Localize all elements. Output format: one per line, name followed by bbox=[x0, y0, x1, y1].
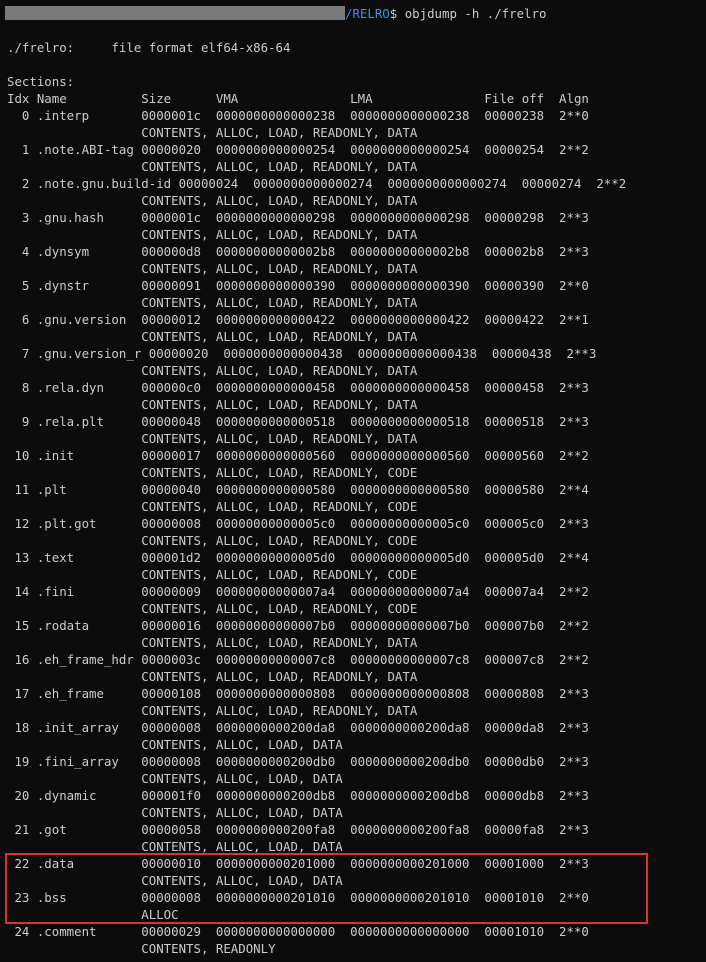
section-flags-row: CONTENTS, ALLOC, LOAD, READONLY, DATA bbox=[7, 397, 418, 412]
section-row: 11 .plt 00000040 0000000000000580 0000000000000580 00000580 2**4 bbox=[7, 482, 589, 497]
section-flags-row: CONTENTS, ALLOC, LOAD, READONLY, DATA bbox=[7, 193, 418, 208]
section-flags-row: CONTENTS, ALLOC, LOAD, READONLY, DATA bbox=[7, 431, 418, 446]
section-flags-row: ALLOC bbox=[7, 907, 179, 922]
section-row: 4 .dynsym 000000d8 00000000000002b8 00000000000002b8 000002b8 2**3 bbox=[7, 244, 589, 259]
section-flags-row: CONTENTS, ALLOC, LOAD, READONLY, DATA bbox=[7, 125, 418, 140]
section-flags-row: CONTENTS, ALLOC, LOAD, READONLY, DATA bbox=[7, 669, 418, 684]
section-row: 24 .comment 00000029 0000000000000000 0000000000000000 00001010 2**0 bbox=[7, 924, 589, 939]
section-row: 13 .text 000001d2 00000000000005d0 00000000000005d0 000005d0 2**4 bbox=[7, 550, 589, 565]
section-flags-row: CONTENTS, READONLY bbox=[7, 941, 276, 956]
section-flags-row: CONTENTS, ALLOC, LOAD, READONLY, DATA bbox=[7, 159, 418, 174]
section-flags-row: CONTENTS, ALLOC, LOAD, READONLY, CODE bbox=[7, 601, 418, 616]
section-flags-row: CONTENTS, ALLOC, LOAD, DATA bbox=[7, 737, 343, 752]
section-row: 20 .dynamic 000001f0 0000000000200db8 0000000000200db8 00000db8 2**3 bbox=[7, 788, 589, 803]
prompt-line bbox=[0, 5, 546, 22]
section-row: 8 .rela.dyn 000000c0 0000000000000458 0000000000000458 00000458 2**3 bbox=[7, 380, 589, 395]
section-flags-row: CONTENTS, ALLOC, LOAD, READONLY, CODE bbox=[7, 533, 418, 548]
section-row: 3 .gnu.hash 0000001c 0000000000000298 0000000000000298 00000298 2**3 bbox=[7, 210, 589, 225]
section-flags-row: CONTENTS, ALLOC, LOAD, READONLY, DATA bbox=[7, 635, 418, 650]
table-header: Idx Name Size VMA LMA File off Algn bbox=[7, 91, 589, 106]
section-flags-row: CONTENTS, ALLOC, LOAD, READONLY, DATA bbox=[7, 295, 418, 310]
section-flags-row: CONTENTS, ALLOC, LOAD, DATA bbox=[7, 771, 343, 786]
section-row: 9 .rela.plt 00000048 0000000000000518 0000000000000518 00000518 2**3 bbox=[7, 414, 589, 429]
section-row: 23 .bss 00000008 0000000000201010 0000000000201010 00001010 2**0 bbox=[7, 890, 589, 905]
section-flags-row: CONTENTS, ALLOC, LOAD, DATA bbox=[7, 805, 343, 820]
highlight-box-data-bss bbox=[5, 853, 648, 924]
section-row: 12 .plt.got 00000008 00000000000005c0 00000000000005c0 000005c0 2**3 bbox=[7, 516, 589, 531]
prompt-symbol: $ bbox=[389, 6, 405, 21]
section-row: 15 .rodata 00000016 00000000000007b0 00000000000007b0 000007b0 2**2 bbox=[7, 618, 589, 633]
section-row: 10 .init 00000017 0000000000000560 0000000000000560 00000560 2**2 bbox=[7, 448, 589, 463]
section-flags-row: CONTENTS, ALLOC, LOAD, READONLY, DATA bbox=[7, 703, 418, 718]
section-flags-row: CONTENTS, ALLOC, LOAD, DATA bbox=[7, 839, 343, 854]
section-row: 6 .gnu.version 00000012 0000000000000422 0000000000000422 00000422 2**1 bbox=[7, 312, 589, 327]
redacted-path-block bbox=[5, 6, 345, 20]
section-row: 22 .data 00000010 0000000000201000 0000000000201000 00001000 2**3 bbox=[7, 856, 589, 871]
section-flags-row: CONTENTS, ALLOC, LOAD, READONLY, DATA bbox=[7, 227, 418, 242]
section-flags-row: CONTENTS, ALLOC, LOAD, DATA bbox=[7, 873, 343, 888]
section-row: 17 .eh_frame 00000108 0000000000000808 0000000000000808 00000808 2**3 bbox=[7, 686, 589, 701]
section-row: 18 .init_array 00000008 0000000000200da8 0000000000200da8 00000da8 2**3 bbox=[7, 720, 589, 735]
section-flags-row: CONTENTS, ALLOC, LOAD, READONLY, DATA bbox=[7, 329, 418, 344]
section-row: 16 .eh_frame_hdr 0000003c 00000000000007c8 00000000000007c8 000007c8 2**2 bbox=[7, 652, 589, 667]
current-directory: /RELRO bbox=[345, 6, 390, 21]
section-flags-row: CONTENTS, ALLOC, LOAD, READONLY, CODE bbox=[7, 499, 418, 514]
section-row: 0 .interp 0000001c 0000000000000238 0000000000000238 00000238 2**0 bbox=[7, 108, 589, 123]
section-row: 1 .note.ABI-tag 00000020 0000000000000254 0000000000000254 00000254 2**2 bbox=[7, 142, 589, 157]
section-flags-row: CONTENTS, ALLOC, LOAD, READONLY, CODE bbox=[7, 567, 418, 582]
section-row: 14 .fini 00000009 00000000000007a4 00000000000007a4 000007a4 2**2 bbox=[7, 584, 589, 599]
file-format-line: ./frelro: file format elf64-x86-64 bbox=[7, 40, 291, 55]
section-row: 2 .note.gnu.build-id 00000024 0000000000000274 0000000000000274 00000274 2**2 bbox=[7, 176, 627, 191]
section-flags-row: CONTENTS, ALLOC, LOAD, READONLY, DATA bbox=[7, 261, 418, 276]
section-row: 19 .fini_array 00000008 0000000000200db0 0000000000200db0 00000db0 2**3 bbox=[7, 754, 589, 769]
section-row: 7 .gnu.version_r 00000020 0000000000000438 0000000000000438 00000438 2**3 bbox=[7, 346, 597, 361]
section-flags-row: CONTENTS, ALLOC, LOAD, READONLY, CODE bbox=[7, 465, 418, 480]
section-flags-row: CONTENTS, ALLOC, LOAD, READONLY, DATA bbox=[7, 363, 418, 378]
section-row: 5 .dynstr 00000091 0000000000000390 0000000000000390 00000390 2**0 bbox=[7, 278, 589, 293]
command-text: objdump -h ./frelro bbox=[404, 6, 547, 21]
section-row: 21 .got 00000058 0000000000200fa8 0000000000200fa8 00000fa8 2**3 bbox=[7, 822, 589, 837]
sections-label: Sections: bbox=[7, 74, 75, 89]
